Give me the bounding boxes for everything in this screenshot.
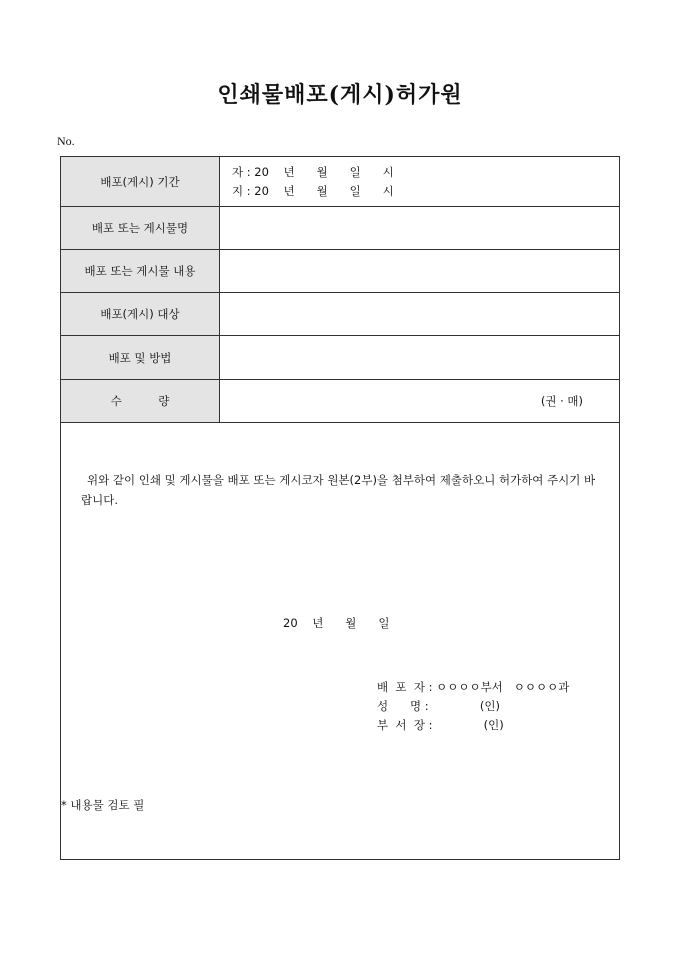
label-quantity: 수 량 [61,380,220,422]
label-item-content: 배포 또는 게시물 내용 [61,250,220,292]
value-item-content[interactable] [220,250,619,292]
row-method [61,336,619,380]
request-statement [81,470,601,510]
period-start: 자 : 20 년 월 일 시 [232,165,394,179]
dept-head-line: 부 서 장 : (인) [377,718,504,732]
application-form [60,156,620,860]
row-target [61,293,619,336]
value-period[interactable] [220,157,619,206]
row-item-name [61,207,619,250]
review-note: * 내용물 검토 필 [61,798,145,812]
value-method[interactable] [220,336,619,379]
value-target[interactable] [220,293,619,335]
row-period [61,157,619,207]
label-item-name: 배포 또는 게시물명 [61,207,220,249]
value-quantity[interactable] [220,380,619,422]
document-title: 인쇄물배포(게시)허가원 [217,82,463,108]
label-target: 배포(게시) 대상 [61,293,220,335]
request-statement-text: 위와 같이 인쇄 및 게시물을 배포 또는 게시코자 원본(2부)을 첨부하여 제출하오니 허가하여 주시기 바랍니다. [81,473,596,507]
quantity-unit: (권 · 매) [540,394,583,408]
row-quantity [61,380,619,423]
name-line: 성 명 : (인) [377,699,500,713]
distributor-line: 배 포 자 : ㅇㅇㅇㅇ부서 ㅇㅇㅇㅇ과 [377,680,570,694]
label-method: 배포 및 방법 [61,336,220,379]
row-item-content [61,250,619,293]
label-period: 배포(게시) 기간 [61,157,220,206]
document-number-label: No. [57,134,75,148]
date-line: 20 년 월 일 [283,616,390,630]
period-end: 지 : 20 년 월 일 시 [232,184,394,198]
value-item-name[interactable] [220,207,619,249]
